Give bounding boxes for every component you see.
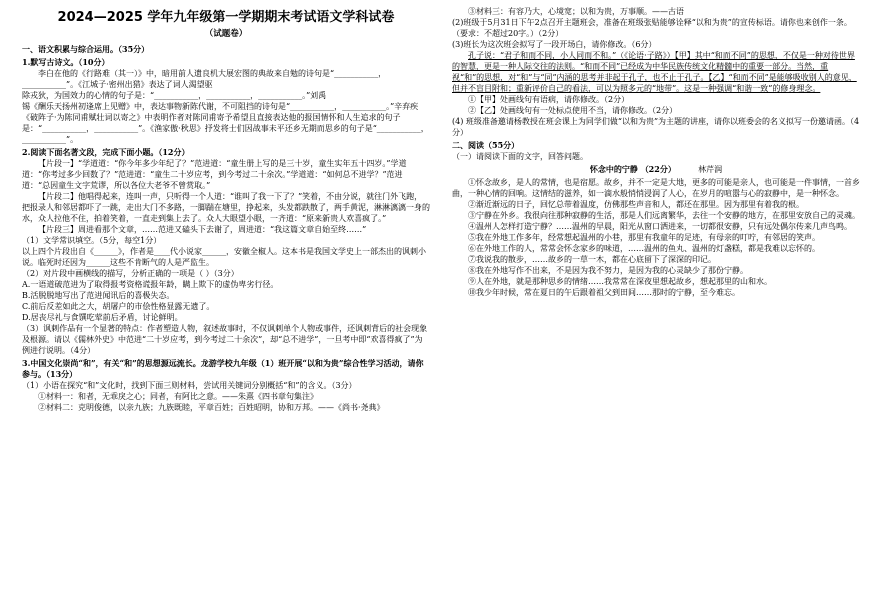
q2-option-b: B.活脱脱地写出了范进闻讯后的喜极失态。 <box>22 291 175 300</box>
reading1-heading: （一）请阅读下面的文字，回答问题。 <box>452 152 588 161</box>
article-para-5: ⑤我在外地工作多年，经常想起温州的小巷，那里有我童年的足迹，有母亲的叮咛，有邻居的笑声。 <box>468 233 820 242</box>
article-para-6: ⑥在外地工作的人，常常会怀念家乡的味道，……温州的鱼丸、温州的灯盏糕，都是我难以忘怀的。 <box>468 244 820 253</box>
exam-subtitle: （试题卷） <box>204 29 248 39</box>
q3-material-3: ③材料三：有容乃大，心境宽；以和为贵，万事顺。——古语 <box>468 7 684 16</box>
q2-passage-1: 【片段一】“学道道：“你今年多少年纪了？”范进道：“童生册上写的是三十岁，童生实年五十四岁。”学道道：“你考过多少回数了？”范进道：“童生二十岁应考，到今考过二十余次。”学道道：“如何总不进学？”范进道：“总因童生文字荒谬，所以各位大老爷不曾赏取。” <box>22 159 407 190</box>
article-para-2: ②渐近渐远的日子，回忆总带着温度，仿佛那些声音和人，都还在那里。因为那里有着我的根。 <box>468 200 804 209</box>
article-para-9: ⑨人在外地，就是那种思乡的情绪……我常常在深夜里想起故乡，想起那里的山和水。 <box>468 277 772 286</box>
q3-opening-speech: 孔子说：“君子和而不同，小人同而不和。”（《论语·子路》）【甲】其中“和而不同”的思想，不仅是一种对待世界的智慧，更是一种人际交往的法则。“和而不同”已经成为中华民族传统文化精髓中的重要一部分。当然，重视“和”的思想，对“和”与“同”内涵的思考并非起于孔子，也不止于孔子。【乙】“和而不同”是能够吸收别人的意见，但并不盲目附和；重新评价自己的看法，可以为照多元的“地带”。这是一种强调“和谐一致”的修身理念。 <box>452 51 857 93</box>
article-para-7: ⑦我说我的散步，……故乡的一草一木，都在心底留下了深深的印记。 <box>468 255 716 264</box>
q3-material-2: ②材料二：克明俊德，以亲九族；九族既睦，平章百姓；百姓昭明，协和万邦。——《尚书·尧典》 <box>38 403 385 412</box>
q1-text-1: 李白在他的《行路难（其一）》中，暗用前人遗良机大展宏图的典故来自勉的诗句是“___________，___________”。《江城子·密州出猎》表达了词人渴望驱 <box>22 69 387 89</box>
q2-sub-3: （3）讽刺作品有一个显著的特点：作者塑造人物，叙述故事时，不仅讽刺单个人物或事件，还讽刺背后的社会现象及根源。请以《儒林外史》中范进“二十岁应考，到今考过二十余次”，却“总不进学”，一旦考中即“欢喜得疯了”为例进行说明。（4分） <box>22 324 428 355</box>
q3-sub-2: (2)班级于5月31日下午2点召开主题班会，准备在班级张贴能够诠释“以和为贵”的宣传标语。请你也来创作一条。（要求：不超过20字。）（2分） <box>452 18 852 38</box>
article-title: 怀念中的宁静 <box>589 164 638 174</box>
q2-passage-3: 【片段三】周进看那个文章，……范进又磕头下去谢了，周进道：“我这篇文章自始至终……” <box>38 225 367 234</box>
q1-text-3: 锡《酬乐天扬州初逢席上见赠》中，表达事物新陈代谢，不可阻挡的诗句是“___________，___________。”辛弃疾《破阵子·为陈同甫赋壮词以寄之》中表明作者对陈同甫寄予希望且直接表达他的报国情怀和人生追求的句子是：“___________，___________”。《渔家傲·秋思》抒发将士们因战事未平还乡无期而思乡的句子是“___________，___________”。 <box>22 102 429 144</box>
q2-heading: 2.阅读下面名著文段，完成下面小题。（12分） <box>22 147 190 157</box>
article-para-8: ⑧我在外地写作不出来，不是因为我不努力，是因为我的心灵缺少了那份宁静。 <box>468 266 748 275</box>
article-title-row <box>452 164 860 175</box>
q3-sub-4: (4) 班级准备邀请杨教授在班会课上为同学们做“以和为贵”为主题的讲座，请你以班委会的名义拟写一份邀请函。（4分） <box>452 117 860 137</box>
part1-heading: 一、语文积累与综合运用。（35分） <box>22 44 150 54</box>
q3-sub-3-b: ②【乙】处画线句有一处标点使用不当，请你修改。（2分） <box>468 106 678 115</box>
q3-material-1: ①材料一：和者，无乖戾之心；同者，有阿比之意。——朱熹《四书章句集注》 <box>38 392 318 401</box>
q2-passage-2: 【片段二】他唱得起来，连叫一声，只听得一个人道：“谁叫了我一下了？”笑着，不由分说，就往门外飞跑，把报录人和邻居都吓了一跳，走出大门不多路，一脚踹在塘里，挣起来，头发都跌散了，两手黄泥，淋淋漓漓一身的水，众人拉他不住，拍着笑着，一直走到集上去了。众人大眼望小眼，一齐道：“原来新贵人欢喜疯了。” <box>22 192 430 223</box>
article-para-10: ⑩我少年时候，常在夏日的午后跟着祖父到田间……那时的宁静，至今难忘。 <box>468 288 740 297</box>
article-author: 林芹润 <box>698 165 723 174</box>
q2-option-c: C.前后反差如此之大，胡屠户的市侩性格显露无遗了。 <box>22 302 215 311</box>
q1-heading: 1.默写古诗文。（10分） <box>22 57 110 67</box>
article-para-1: ①怀念故乡，是人的常情，也是宿愿。故乡，并不一定是大地，更多的可能是亲人，也可能是一件事情，一首乡曲，一种心情的回响。这情结的滋养，如一滴水般悄悄浸润了人心，在岁月的喧嚣与心的寂静中，是一种怀念。 <box>452 178 860 198</box>
exam-title: 2024—2025 学年九年级第一学期期末考试语文学科试卷 <box>57 10 395 25</box>
q1-text-2: 除戎狄，为国效力的心情的句子是：“___________，___________，___________。”刘禹 <box>22 91 327 100</box>
q2-sub-2: （2）对片段中画横线的描写，分析正确的一项是（ ）（3分） <box>22 269 239 278</box>
q3-heading: 3.中国文化崇尚“和”，有关“和”的思想源远流长。龙游学校九年级（1）班开展“以和为贵”综合性学习活动，请你参与。（13分） <box>22 358 424 379</box>
q2-sub-1-text: 以上四个片段出自《______》，作者是____代小说家______，安徽全椒人。这本书是我国文学史上一部杰出的讽刺小说。临死时还因为______这些不肯断气的人是严监生。 <box>22 247 426 267</box>
q3-sub-3: (3)班长为这次班会拟写了一段开场白，请你修改。（6分） <box>452 40 657 49</box>
q3-sub-3-a: ①【甲】处画线句有语病，请你修改。（2分） <box>468 95 630 104</box>
q2-option-d: D.居丧尽礼与食馔吃荤前后矛盾，讨论鲜明。 <box>22 313 183 322</box>
q2-option-a: A.一语道破范进为了取得报考资格谎报年龄，瞒上欺下的虚伪卑劣行径。 <box>22 280 279 289</box>
right-column <box>452 0 860 298</box>
left-column <box>22 0 430 413</box>
part2-heading: 二、阅读（55分） <box>452 140 520 150</box>
q2-sub-1: （1）文学常识填空。（5分，每空1分） <box>22 236 162 245</box>
q3-sub-1: （1）小语在探究“和”文化时，找到下面三则材料，尝试用关键词分别概括“和”的含义。（3分） <box>22 381 357 390</box>
article-para-3: ③宁静在外乡。我很向往那种寂静的生活，那是人们远离繁华，去往一个安静的地方，在那里安放自己的灵魂。 <box>468 211 860 220</box>
article-points: （22分） <box>640 164 676 174</box>
article-para-4: ④温州人怎样打造宁静？……温州的早晨，阳光从窗口洒进来，一切都很安静，只有远处偶尔传来几声鸟鸣。 <box>468 222 852 231</box>
